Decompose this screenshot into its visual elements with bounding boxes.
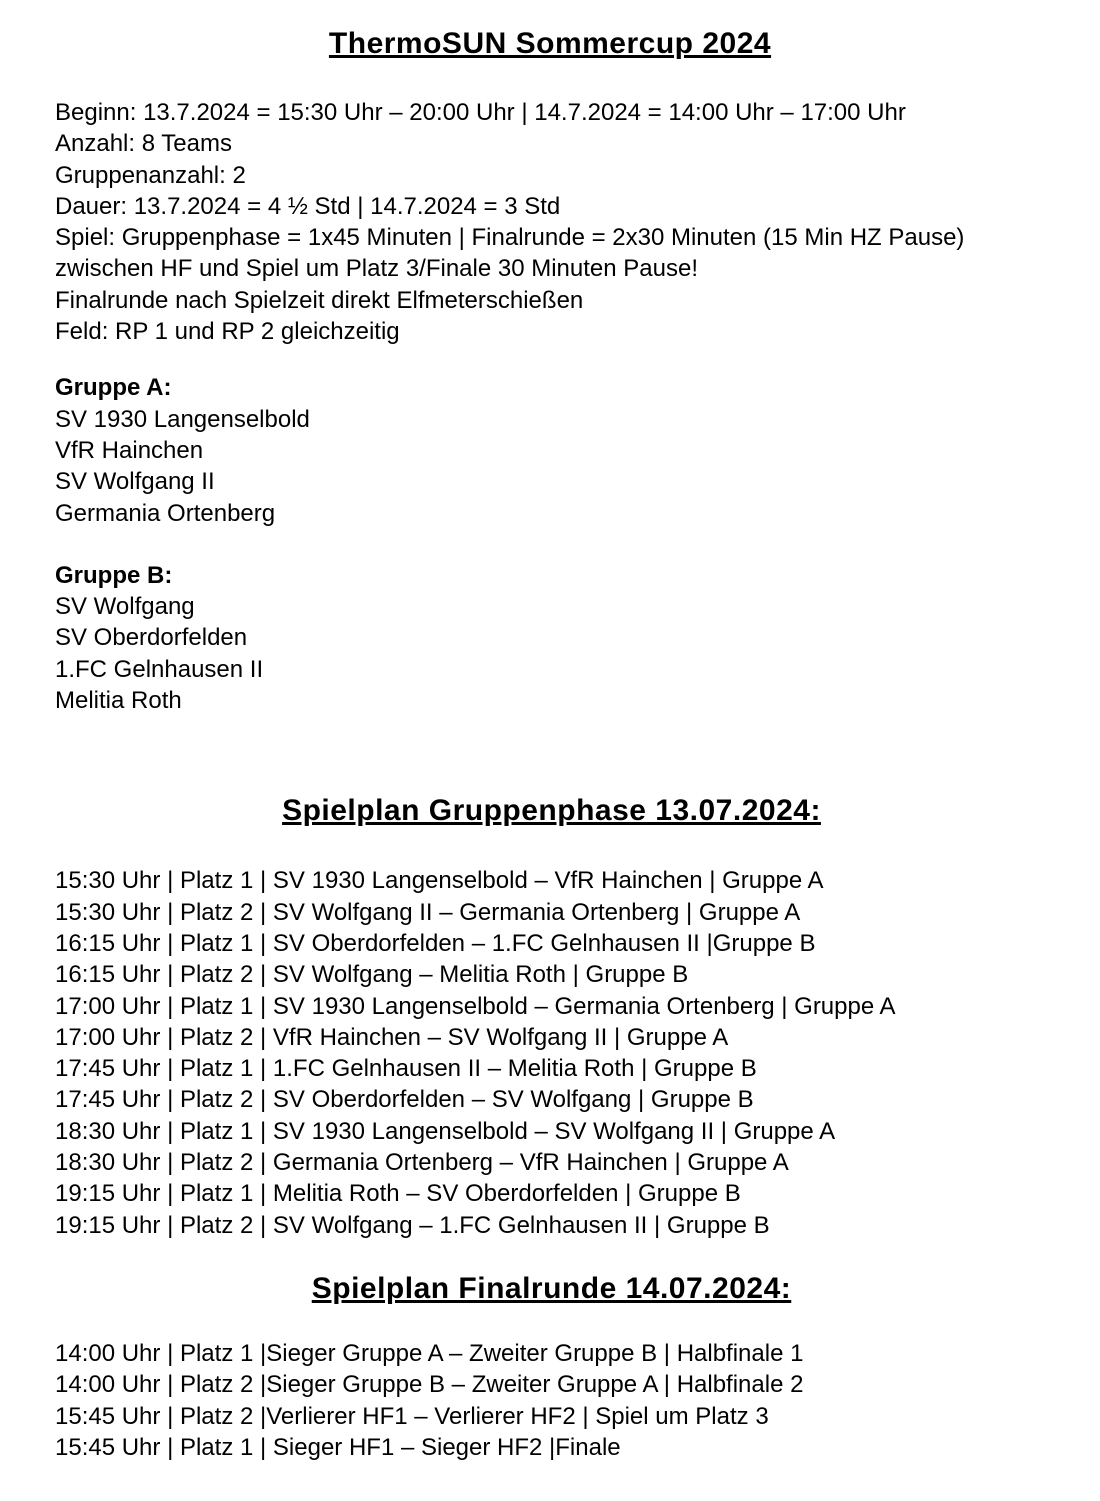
info-line: Finalrunde nach Spielzeit direkt Elfmeterschießen: [55, 286, 584, 314]
schedule-row: 18:30 Uhr | Platz 1 | SV 1930 Langenselbold – SV Wolfgang II | Gruppe A: [55, 1117, 836, 1145]
info-line: zwischen HF und Spiel um Platz 3/Finale 30 Minuten Pause!: [55, 255, 698, 283]
team-name: SV Wolfgang II: [55, 468, 215, 496]
page-content: [0, 97, 1100, 1463]
team-name: SV Wolfgang: [55, 593, 195, 621]
group-b-teams: [55, 591, 1048, 716]
schedule-row: 18:30 Uhr | Platz 2 | Germania Ortenberg – VfR Hainchen | Gruppe A: [55, 1149, 789, 1177]
schedule-row: 15:45 Uhr | Platz 1 | Sieger HF1 – Sieger HF2 |Finale: [55, 1433, 621, 1461]
schedule-row: 17:00 Uhr | Platz 1 | SV 1930 Langenselbold – Germania Ortenberg | Gruppe A: [55, 992, 896, 1020]
schedule-row: 19:15 Uhr | Platz 2 | SV Wolfgang – 1.FC Gelnhausen II | Gruppe B: [55, 1211, 770, 1239]
schedule-row: 17:45 Uhr | Platz 2 | SV Oberdorfelden – SV Wolfgang | Gruppe B: [55, 1086, 754, 1114]
info-line: Beginn: 13.7.2024 = 15:30 Uhr – 20:00 Uhr | 14.7.2024 = 14:00 Uhr – 17:00 Uhr: [55, 99, 906, 126]
group-a-label: Gruppe A:: [55, 374, 172, 402]
tournament-info-block: [55, 97, 1048, 347]
schedule-row: 19:15 Uhr | Platz 1 | Melitia Roth – SV Oberdorfelden | Gruppe B: [55, 1180, 741, 1208]
schedule-row: 16:15 Uhr | Platz 1 | SV Oberdorfelden – 1.FC Gelnhausen II |Gruppe B: [55, 929, 816, 957]
group-b-label: Gruppe B:: [55, 561, 173, 589]
info-line: Gruppenanzahl: 2: [55, 161, 246, 189]
info-line: Anzahl: 8 Teams: [55, 130, 232, 158]
schedule-row: 14:00 Uhr | Platz 1 |Sieger Gruppe A – Zweiter Gruppe B | Halbfinale 1: [55, 1339, 804, 1367]
team-name: Melitia Roth: [55, 687, 182, 715]
group-a-teams: [55, 404, 1048, 529]
team-name: VfR Hainchen: [55, 436, 204, 464]
schedule-row: 15:45 Uhr | Platz 2 |Verlierer HF1 – Verlierer HF2 | Spiel um Platz 3: [55, 1402, 769, 1430]
schedule-row: 16:15 Uhr | Platz 2 | SV Wolfgang – Melitia Roth | Gruppe B: [55, 961, 689, 989]
group-phase-heading: Spielplan Gruppenphase 13.07.2024:: [282, 794, 821, 828]
info-line: Feld: RP 1 und RP 2 gleichzeitig: [55, 318, 400, 346]
team-name: 1.FC Gelnhausen II: [55, 655, 264, 683]
page-title: ThermoSUN Sommercup 2024: [328, 27, 772, 60]
schedule-row: 15:30 Uhr | Platz 1 | SV 1930 Langenselbold – VfR Hainchen | Gruppe A: [55, 867, 824, 895]
info-line: Dauer: 13.7.2024 = 4 ½ Std | 14.7.2024 = 3 Std: [55, 192, 561, 220]
group-a-block: [55, 372, 1048, 528]
group-b-block: [55, 560, 1048, 716]
team-name: Germania Ortenberg: [55, 499, 276, 527]
schedule-row: 17:00 Uhr | Platz 2 | VfR Hainchen – SV Wolfgang II | Gruppe A: [55, 1023, 729, 1051]
finals-schedule: [55, 1338, 1048, 1463]
finals-heading: Spielplan Finalrunde 14.07.2024:: [311, 1271, 792, 1305]
team-name: SV 1930 Langenselbold: [55, 405, 310, 433]
schedule-row: 17:45 Uhr | Platz 1 | 1.FC Gelnhausen II – Melitia Roth | Gruppe B: [55, 1055, 757, 1083]
schedule-row: 15:30 Uhr | Platz 2 | SV Wolfgang II – Germania Ortenberg | Gruppe A: [55, 898, 801, 926]
group-phase-schedule: [55, 865, 1048, 1241]
info-line: Spiel: Gruppenphase = 1x45 Minuten | Finalrunde = 2x30 Minuten (15 Min HZ Pause): [55, 224, 965, 252]
schedule-row: 14:00 Uhr | Platz 2 |Sieger Gruppe B – Zweiter Gruppe A | Halbfinale 2: [55, 1371, 804, 1399]
team-name: SV Oberdorfelden: [55, 624, 248, 652]
